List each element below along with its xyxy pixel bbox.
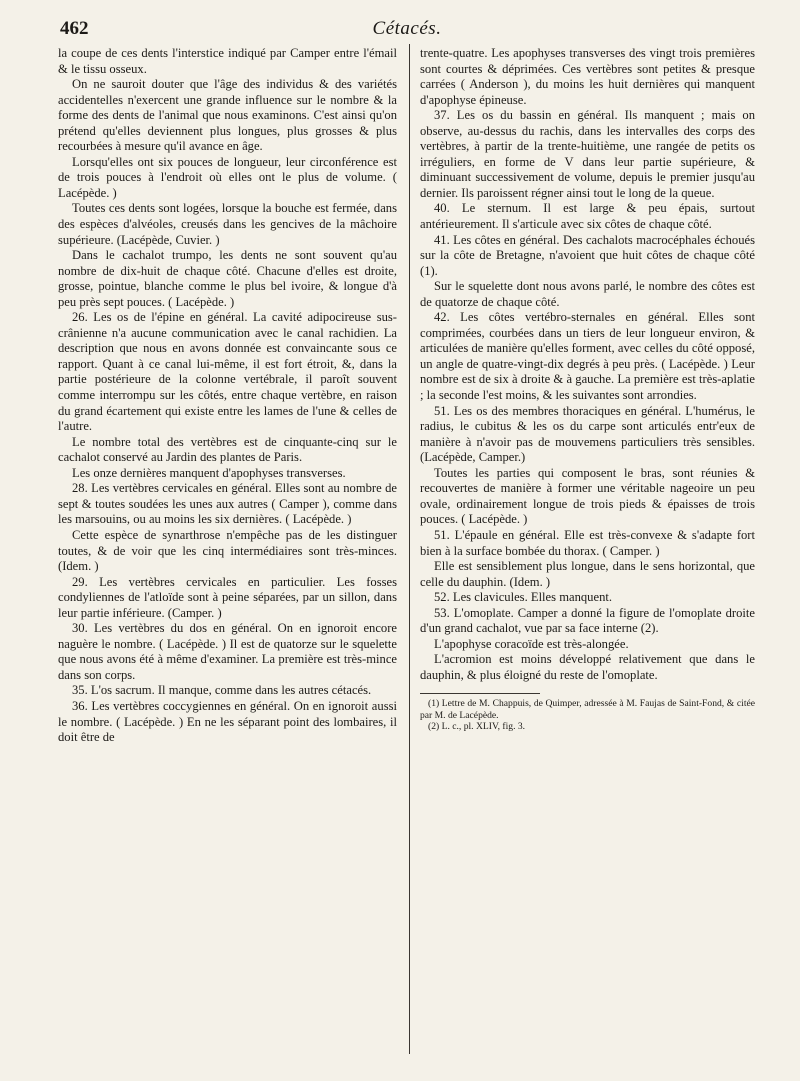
paragraph: trente-quatre. Les apophyses transverses des vingt trois premières sont courtes & déprimées. Ces vertèbres sont petites & presque carrées ( Anderson ), du moins les huit dernières qui manquent d'apophyse épineuse. (420, 46, 755, 107)
paragraph: 37. Les os du bassin en général. Ils manquent ; mais on observe, au-dessus du rachis, dans les intervalles des corps des vertèbres, à partir de la trente-huitième, une rangée de petits os irréguliers, en forme de V dans leur partie supérieure, & diminuant successivement de volume, depuis le premier jusqu'au dernier. Ils paroissent régner ainsi tout le long de la queue. (420, 108, 755, 200)
paragraph: Dans le cachalot trumpo, les dents ne sont souvent qu'au nombre de dix-huit de chaque côté. Chacune d'elles est droite, grosse, pointue, blanche comme le plus bel ivoire, & longue d'à peu près sept pouces. ( Lacépède. ) (58, 248, 397, 309)
paragraph: 28. Les vertèbres cervicales en général. Elles sont au nombre de sept & toutes soudées les unes aux autres ( Camper ), comme dans les marsouins, ou au moins les six dernières. ( Lacépède. ) (58, 481, 397, 527)
paragraph: 30. Les vertèbres du dos en général. On en ignoroit encore naguère le nombre. ( Lacépède. ) Il est de quatorze sur le squelette que nous avons été à même d'examiner. La première est très-mince dans son corps. (58, 621, 397, 682)
paragraph: Elle est sensiblement plus longue, dans le sens horizontal, que celle du dauphin. (Idem. ) (420, 559, 755, 589)
paragraph: 53. L'omoplate. Camper a donné la figure de l'omoplate droite d'un grand cachalot, vue par sa face interne (2). (420, 605, 755, 636)
footnote-rule (420, 693, 540, 694)
paragraph: 42. Les côtes vertébro-sternales en général. Elles sont comprimées, courbées dans un tiers de leur longueur environ, & articulées de manière qu'elles forment, avec celles du côté opposé, un angle de quatre-vingt-dix degrés à peu près. ( Lacépède. ) Leur nombre est de six à droite & à gauche. La première est très-aplatie ; la seconde l'est moins, & les suivantes sont arrondies. (420, 310, 755, 403)
running-title: Cétacés. (372, 18, 442, 39)
paragraph: L'apophyse coracoïde est très-alongée. (434, 636, 629, 651)
paragraph: Cette espèce de synarthrose n'empêche pas de les distinguer toutes, & de voir que les cinq intermédiaires sont très-minces. (Idem. ) (58, 527, 397, 574)
paragraph: 51. Les os des membres thoraciques en général. L'humérus, le radius, le cubitus & les os du carpe sont articulés entr'eux de manière à n'avoir pas de mouvemens particuliers très sensibles. (Lacépède, Camper.) (420, 403, 755, 465)
left-column (58, 46, 397, 746)
paragraph: 41. Les côtes en général. Des cachalots macrocéphales échoués sur la côte de Bretagne, n'avoient que huit côtes de chaque côté (1). (420, 232, 755, 278)
page-header (60, 14, 754, 44)
paragraph: 51. L'épaule en général. Elle est très-convexe & s'adapte fort bien à la surface bombée du thorax. ( Camper. ) (420, 527, 755, 558)
right-column (420, 46, 755, 733)
paragraph: Les onze dernières manquent d'apophyses transverses. (72, 465, 346, 480)
paragraph: Le nombre total des vertèbres est de cinquante-cinq sur le cachalot conservé au Jardin des plantes de Paris. (58, 434, 397, 465)
column-divider (409, 44, 410, 1054)
paragraph: la coupe de ces dents l'interstice indiqué par Camper entre l'émail & le tissu osseux. (58, 46, 397, 76)
paragraph: 52. Les clavicules. Elles manquent. (434, 590, 613, 605)
paragraph: 29. Les vertèbres cervicales en particulier. Les fosses condyliennes de l'atloïde sont à peine séparées, par un sillon, dans leur partie inférieure. (Camper. ) (58, 574, 397, 620)
paragraph: 35. L'os sacrum. Il manque, comme dans les autres cétacés. (72, 683, 372, 698)
paragraph: Sur le squelette dont nous avons parlé, le nombre des côtes est de quatorze de chaque côté. (420, 279, 755, 309)
paragraph: Lorsqu'elles ont six pouces de longueur, leur circonférence est de trois pouces à l'endroit où elles ont le plus de volume. ( Lacépède. ) (58, 154, 397, 200)
paragraph: 36. Les vertèbres coccygiennes en général. On en ignoroit aussi le nombre. ( Lacépède. ) En ne les séparant point des lombaires, il doit être de (58, 698, 397, 745)
footnote: (1) Lettre de M. Chappuis, de Quimper, adressée à M. Faujas de Saint-Fond, & citée par M. de Lacépède. (420, 698, 755, 721)
paragraph: 40. Le sternum. Il est large & peu épais, surtout antérieurement. Il s'articule avec six côtes de chaque côté. (420, 201, 755, 232)
paragraph: Toutes ces dents sont logées, lorsque la bouche est fermée, dans des espèces d'alvéoles, creusés dans les gencives de la mâchoire supérieure. (Lacépède, Cuvier. ) (58, 201, 397, 247)
page-number: 462 (60, 18, 89, 39)
paragraph: Toutes les parties qui composent le bras, sont réunies & recouvertes de manière à former une véritable nageoire un peu ovale, ordinairement longue de trois pieds & épaisses de trois pouces. ( Lacépède. ) (420, 465, 755, 527)
footnote: (2) L. c., pl. XLIV, fig. 3. (428, 721, 526, 733)
paragraph: 26. Les os de l'épine en général. La cavité adipocireuse sus-crânienne n'a aucune communication avec le canal rachidien. La description que nous en avons donnée est convaincante sous ce rapport. Quant à ce canal lui-même, il est fort étroit, &, dans la partie postérieure de la colonne vertébrale, il paroît souvent comme interrompu sur les côtés, entre chaque vertèbre, en raison du grand écartement qui existe entre les lames de l'une & celles de l'autre. (58, 310, 397, 434)
paragraph: On ne sauroit douter que l'âge des individus & des variétés accidentelles n'exercent une grande influence sur le nombre & la forme des dents de l'animal que nous examinons. C'est ainsi qu'on prétend qu'elles deviennent plus longues, plus grosses & plus recourbées à mesure qu'il avance en âge. (58, 77, 397, 154)
paragraph: L'acromion est moins développé relativement que dans le dauphin, & plus éloigné du reste de l'omoplate. (420, 652, 755, 682)
